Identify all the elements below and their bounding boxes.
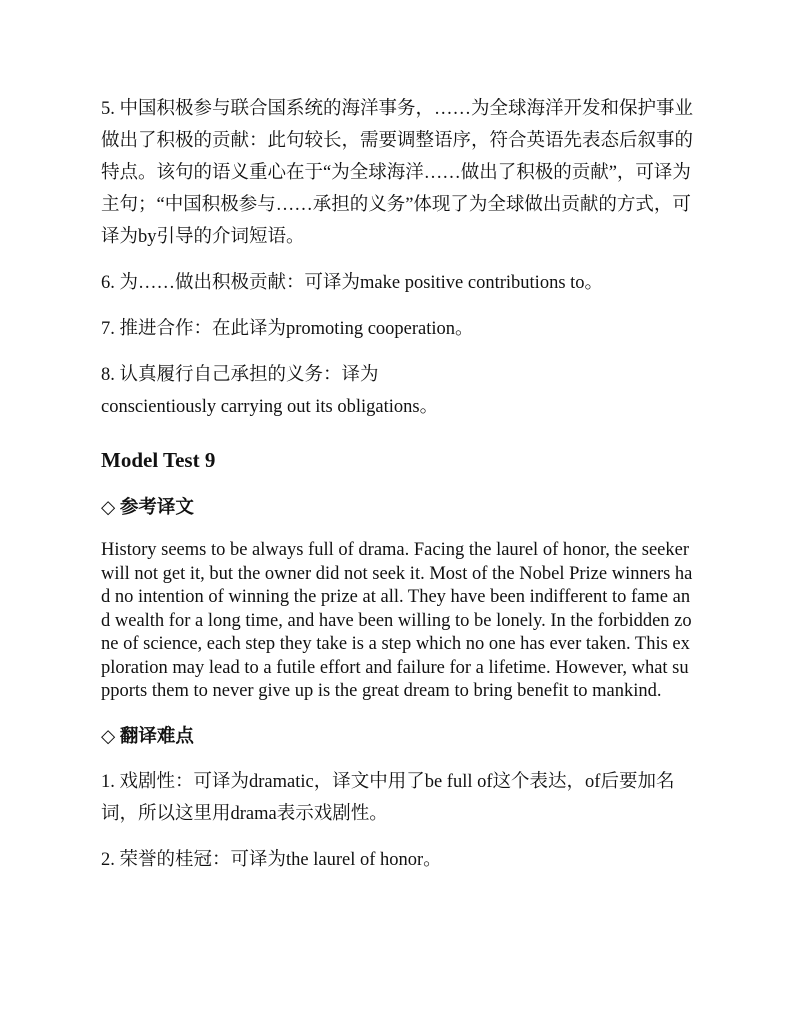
note-item-6: 6. 为……做出积极贡献：可译为make positive contributions to。: [101, 273, 604, 293]
section-title: Model Test 9: [101, 448, 216, 472]
page-content: [101, 93, 693, 876]
note-item-8: [101, 359, 693, 423]
note-item-8-line1: 8. 认真履行自己承担的义务：译为: [101, 365, 379, 385]
translation-difficulties-heading: ◇ 翻译难点: [101, 726, 194, 747]
difficulty-item-2: 2. 荣誉的桂冠：可译为the laurel of honor。: [101, 849, 442, 870]
note-item-8-line2: conscientiously carrying out its obligations。: [101, 397, 439, 417]
note-item-5: 5. 中国积极参与联合国系统的海洋事务，……为全球海洋开发和保护事业做出了积极的贡献：此句较长，需要调整语序，符合英语先表态后叙事的特点。该句的语义重心在于“为全球海洋……做出了积极的贡献”，可译为主句；“中国积极参与……承担的义务”体现了为全球做出贡献的方式，可译为by引导的介词短语。: [101, 99, 694, 247]
note-item-7: 7. 推进合作：在此译为promoting cooperation。: [101, 319, 474, 339]
difficulty-item-1: 1. 戏剧性：可译为dramatic，译文中用了be full of这个表达，of后要加名词，所以这里用drama表示戏剧性。: [101, 771, 675, 824]
reference-translation-heading: ◇ 参考译文: [101, 498, 194, 518]
reference-translation-text: History seems to be always full of drama. Facing the laurel of honor, the seeker will not get it, but the owner did not seek it. Most of the Nobel Prize winners had no intention of winning the prize at all. They have been indifferent to fame and wealth for a long time, and have been willing to be lonely. In the forbidden zone of science, each step they take is a step which no one has ever taken. This exploration may lead to a futile effort and failure for a lifetime. However, what supports them to never give up is the great dream to bring benefit to mankind.: [101, 540, 693, 701]
